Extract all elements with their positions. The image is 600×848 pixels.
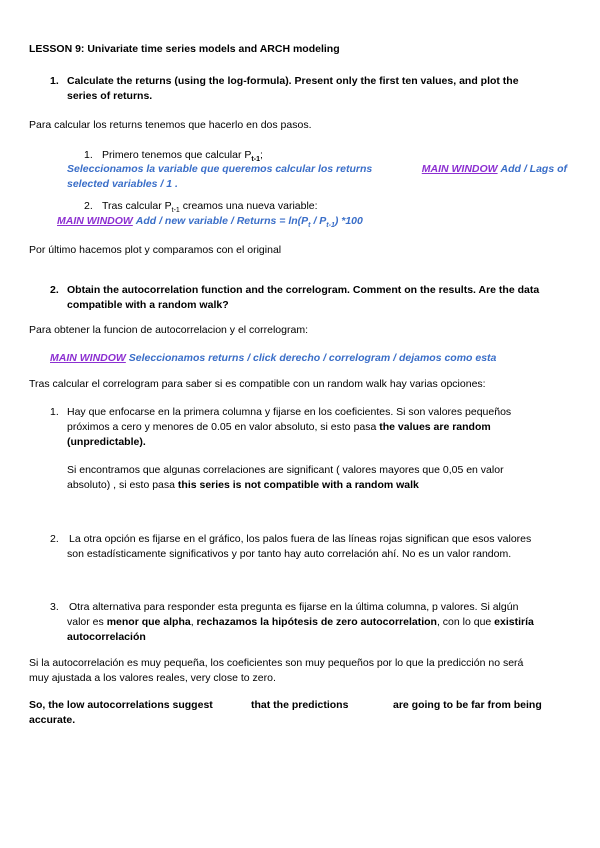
step-1-instructions bbox=[67, 162, 567, 192]
paragraph-line-2: muy ajustada a los valores reales, very close to zero. bbox=[29, 672, 276, 684]
main-window-link[interactable]: MAIN WINDOW bbox=[50, 352, 126, 364]
conclusion-line-2: accurate. bbox=[29, 714, 76, 726]
option-3-number: 3. bbox=[50, 601, 59, 613]
option-1-line-1: Hay que enfocarse en la primera columna y fijarse en los coeficientes. Si son valores pequeños bbox=[67, 406, 512, 418]
question-2-line-2: compatible with a random walk? bbox=[67, 299, 229, 311]
correlogram-instruction: MAIN WINDOW Seleccionamos returns / click derecho / correlogram / dejamos como esta bbox=[50, 352, 497, 364]
paragraph-options-intro: Tras calcular el correlogram para saber si es compatible con un random walk hay varias opciones: bbox=[29, 378, 486, 390]
paragraph-plot: Por último hacemos plot y comparamos con el original bbox=[29, 244, 282, 256]
step-2-number: 2. bbox=[84, 200, 93, 212]
option-2-line-1: La otra opción es fijarse en el gráfico, los palos fuera de las líneas rojas significan que esos valores bbox=[69, 533, 532, 545]
option-1-line-5: absoluto) , si esto pasa this series is not compatible with a random walk bbox=[67, 479, 419, 491]
option-3 bbox=[67, 600, 577, 645]
option-1-line-3: (unpredictable). bbox=[67, 436, 146, 448]
option-1-line-4: Si encontramos que algunas correlaciones are significant ( valores mayores que 0,05 en valor bbox=[67, 464, 504, 476]
option-1-number: 1. bbox=[50, 406, 59, 418]
step-1-number: 1. bbox=[84, 149, 93, 161]
option-3-line-2: valor es menor que alpha, rechazamos la hipótesis de zero autocorrelation, con lo que existiría bbox=[67, 616, 534, 628]
step-1-instruction-line-2: selected variables / 1 . bbox=[67, 178, 178, 190]
option-1 bbox=[67, 405, 567, 493]
paragraph-steps-intro: Para calcular los returns tenemos que hacerlo en dos pasos. bbox=[29, 119, 312, 131]
paragraph-small-autocorrelation bbox=[29, 656, 589, 686]
paragraph-line-1: Si la autocorrelación es muy pequeña, los coeficientes son muy pequeños por lo que la predicción no será bbox=[29, 657, 524, 669]
step-1-text: Primero tenemos que calcular $P_{t-1}$; bbox=[102, 149, 263, 164]
option-1-line-2: próximos a cero y menores de 0.05 en valor absoluto, si esto pasa the values are random bbox=[67, 421, 491, 433]
question-2-number: 2. bbox=[50, 284, 59, 296]
option-2-line-2: son estadísticamente significativos y por tanto hay auto correlación ahí. No es un valor random. bbox=[67, 548, 512, 560]
question-2-line-1: Obtain the autocorrelation function and the correlogram. Comment on the results. Are the data bbox=[67, 284, 540, 296]
question-2 bbox=[67, 283, 567, 313]
step-1-instruction-line-1: Seleccionamos la variable que queremos calcular los returns MAIN WINDOW Add / Lags of bbox=[67, 163, 567, 175]
question-1 bbox=[67, 74, 567, 104]
main-window-link[interactable]: MAIN WINDOW bbox=[421, 163, 498, 175]
lesson-title: LESSON 9: Univariate time series models and ARCH modeling bbox=[29, 43, 340, 55]
conclusion bbox=[29, 698, 569, 728]
question-1-line-1: Calculate the returns (using the log-formula). Present only the first ten values, and plot the bbox=[67, 75, 519, 87]
step-2-formula: MAIN WINDOW Add / new variable / Returns = $\ln(P_t / P_{t-1})$ *100 bbox=[57, 215, 363, 230]
conclusion-line-1: So, the low autocorrelations suggest that the predictions are going to be far from being bbox=[29, 699, 542, 711]
option-3-line-1: Otra alternativa para responder esta pregunta es fijarse en la última columna, p valores. Si algún bbox=[69, 601, 519, 613]
main-window-link[interactable]: MAIN WINDOW bbox=[57, 215, 133, 227]
option-2 bbox=[67, 532, 577, 562]
paragraph-correlogram-intro: Para obtener la funcion de autocorrelacion y el correlogram: bbox=[29, 324, 308, 336]
question-1-number: 1. bbox=[50, 75, 59, 87]
option-2-number: 2. bbox=[50, 533, 59, 545]
question-1-line-2: series of returns. bbox=[67, 90, 153, 102]
option-3-line-3: autocorrelación bbox=[67, 631, 146, 643]
step-2-text: Tras calcular $P_{t-1}$ creamos una nueva variable: bbox=[102, 200, 318, 215]
